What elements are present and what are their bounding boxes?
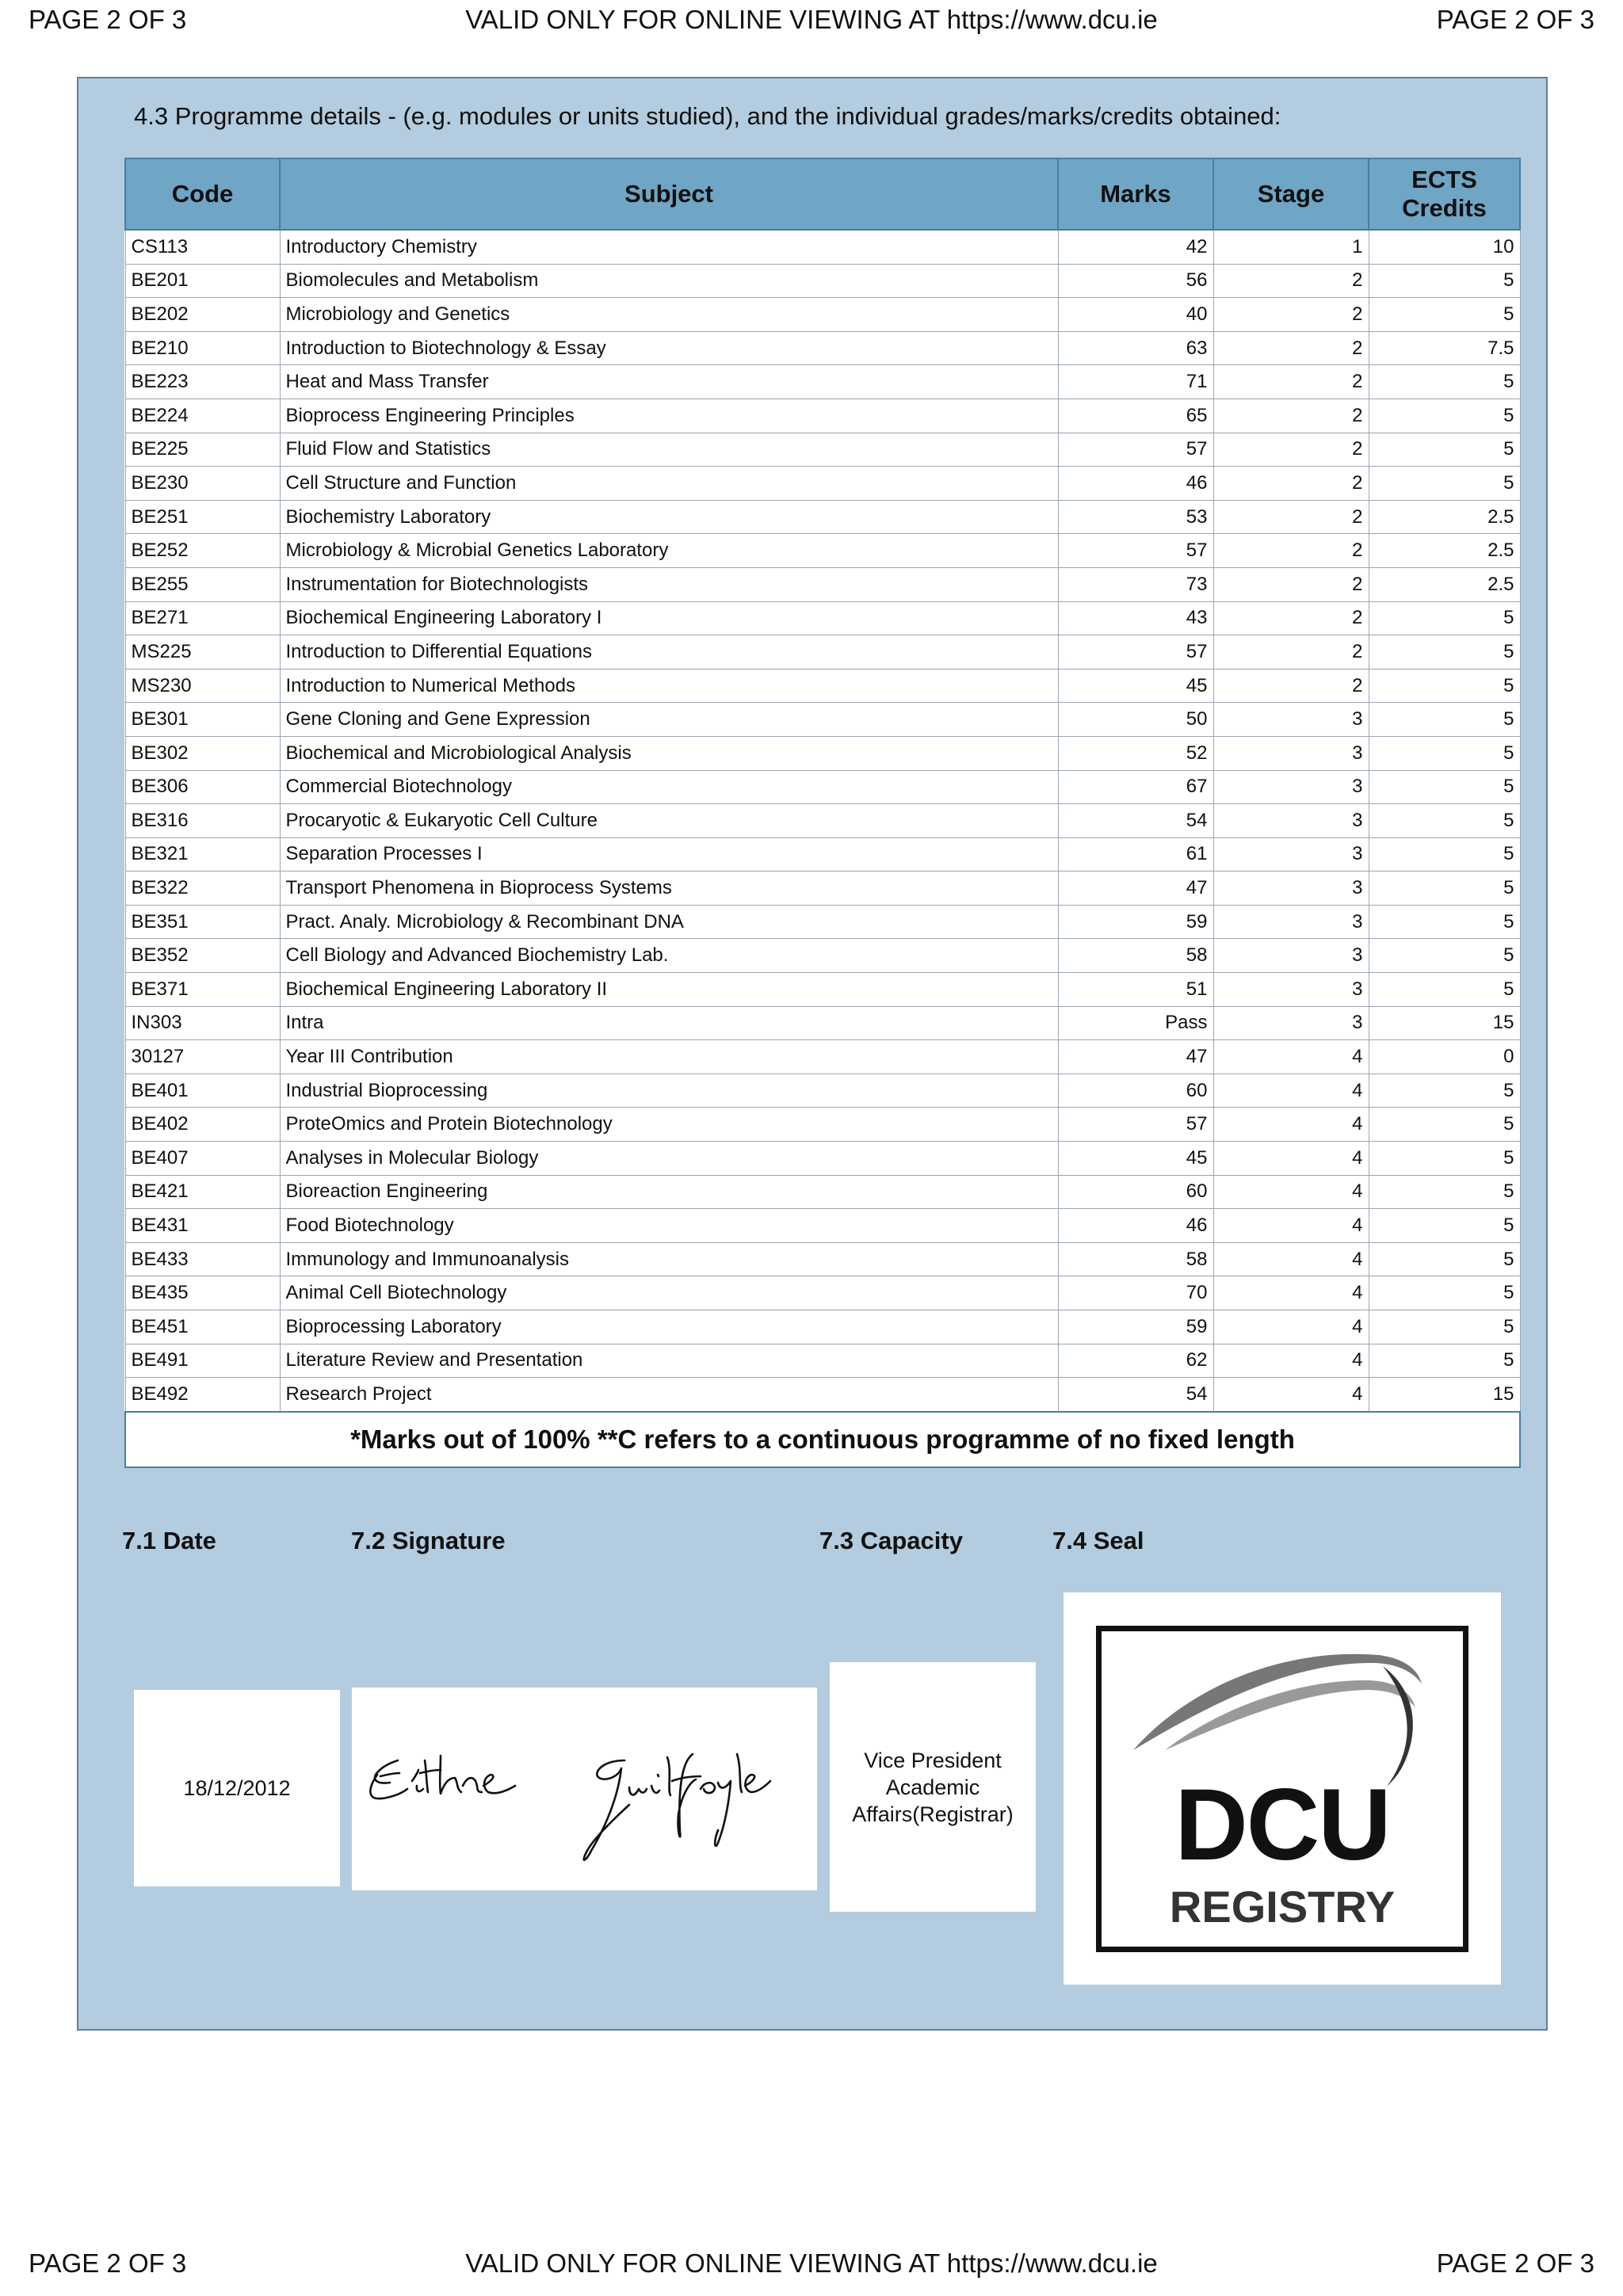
cell-stage: 2 [1213, 635, 1369, 669]
cell-credits: 5 [1369, 635, 1520, 669]
cell-code: BE352 [125, 939, 280, 973]
cell-subject: Analyses in Molecular Biology [280, 1142, 1058, 1176]
cell-code: BE433 [125, 1242, 280, 1276]
cell-stage: 4 [1213, 1175, 1369, 1209]
cell-stage: 3 [1213, 973, 1369, 1007]
cell-credits: 5 [1369, 871, 1520, 906]
cell-code: BE306 [125, 770, 280, 804]
cell-stage: 2 [1213, 534, 1369, 568]
cell-subject: Separation Processes I [280, 837, 1058, 871]
cell-marks: 60 [1058, 1175, 1213, 1209]
cell-credits: 5 [1369, 1344, 1520, 1378]
cell-credits: 5 [1369, 1175, 1520, 1209]
column-header-credits [1369, 158, 1520, 230]
date-box [134, 1690, 340, 1886]
cell-marks: 54 [1058, 1378, 1213, 1412]
cell-credits: 5 [1369, 467, 1520, 501]
cell-subject: Food Biotechnology [280, 1209, 1058, 1243]
cell-marks: Pass [1058, 1006, 1213, 1040]
cell-subject: Introduction to Differential Equations [280, 635, 1058, 669]
cell-code: BE407 [125, 1142, 280, 1176]
cell-credits: 5 [1369, 1074, 1520, 1108]
cell-subject: Heat and Mass Transfer [280, 365, 1058, 399]
table-row [125, 1209, 1520, 1243]
cell-credits: 5 [1369, 736, 1520, 770]
cell-subject: Gene Cloning and Gene Expression [280, 703, 1058, 737]
cell-marks: 42 [1058, 230, 1213, 264]
cell-marks: 58 [1058, 939, 1213, 973]
cell-credits: 5 [1369, 703, 1520, 737]
table-row [125, 1276, 1520, 1310]
cell-credits: 2.5 [1369, 500, 1520, 534]
cell-code: BE402 [125, 1108, 280, 1142]
cell-credits: 5 [1369, 973, 1520, 1007]
header-validity-notice: VALID ONLY FOR ONLINE VIEWING AT https://www.dcu.ie [465, 5, 1158, 34]
cell-stage: 2 [1213, 601, 1369, 635]
cell-credits: 5 [1369, 264, 1520, 298]
table-row [125, 230, 1520, 264]
table-row [125, 1378, 1520, 1412]
cell-code: IN303 [125, 1006, 280, 1040]
cell-marks: 67 [1058, 770, 1213, 804]
cell-marks: 47 [1058, 1040, 1213, 1074]
grades-table-body [125, 230, 1520, 1412]
cell-stage: 2 [1213, 399, 1369, 433]
cell-marks: 53 [1058, 500, 1213, 534]
table-row [125, 331, 1520, 365]
cell-stage: 2 [1213, 365, 1369, 399]
cell-stage: 3 [1213, 770, 1369, 804]
section-title: 4.3 Programme details - (e.g. modules or units studied), and the individual grades/marks/credits obtained: [134, 102, 1281, 130]
cell-marks: 65 [1058, 399, 1213, 433]
cell-subject: Industrial Bioprocessing [280, 1074, 1058, 1108]
capacity-value: Vice President Academic Affairs(Registrar) [852, 1748, 1014, 1826]
cell-marks: 51 [1058, 973, 1213, 1007]
cell-code: BE421 [125, 1175, 280, 1209]
cell-marks: 45 [1058, 669, 1213, 703]
column-header-stage: Stage [1213, 158, 1369, 230]
cell-credits: 5 [1369, 1310, 1520, 1344]
cell-marks: 43 [1058, 601, 1213, 635]
cell-marks: 52 [1058, 736, 1213, 770]
cell-stage: 4 [1213, 1142, 1369, 1176]
cell-code: BE223 [125, 365, 280, 399]
cell-marks: 45 [1058, 1142, 1213, 1176]
cell-subject: Introduction to Biotechnology & Essay [280, 331, 1058, 365]
cell-credits: 5 [1369, 837, 1520, 871]
cell-credits: 5 [1369, 365, 1520, 399]
table-row [125, 500, 1520, 534]
date-value: 18/12/2012 [183, 1775, 291, 1800]
cell-subject: Year III Contribution [280, 1040, 1058, 1074]
cell-credits: 5 [1369, 399, 1520, 433]
cell-marks: 54 [1058, 804, 1213, 838]
table-row [125, 1344, 1520, 1378]
table-row [125, 1242, 1520, 1276]
cell-stage: 2 [1213, 567, 1369, 601]
credits-header-line1: ECTS [1411, 166, 1477, 193]
footer-validity-notice: VALID ONLY FOR ONLINE VIEWING AT https://www.dcu.ie [465, 2248, 1158, 2278]
cell-subject: Intra [280, 1006, 1058, 1040]
signature-graphic [352, 1688, 817, 1890]
cell-subject: Pract. Analy. Microbiology & Recombinant DNA [280, 905, 1058, 939]
cell-code: BE371 [125, 973, 280, 1007]
seal-label: 7.4 Seal [1052, 1527, 1144, 1554]
cell-code: BE271 [125, 601, 280, 635]
cell-code: BE251 [125, 500, 280, 534]
cell-code: BE351 [125, 905, 280, 939]
table-row [125, 1175, 1520, 1209]
cell-marks: 73 [1058, 567, 1213, 601]
cell-stage: 4 [1213, 1040, 1369, 1074]
cell-credits: 2.5 [1369, 567, 1520, 601]
cell-code: BE301 [125, 703, 280, 737]
cell-marks: 61 [1058, 837, 1213, 871]
cell-code: 30127 [125, 1040, 280, 1074]
cell-credits: 5 [1369, 939, 1520, 973]
cell-credits: 5 [1369, 770, 1520, 804]
table-row [125, 804, 1520, 838]
cell-marks: 70 [1058, 1276, 1213, 1310]
cell-subject: Microbiology and Genetics [280, 298, 1058, 332]
cell-marks: 46 [1058, 1209, 1213, 1243]
cell-code: BE451 [125, 1310, 280, 1344]
cell-credits: 5 [1369, 1108, 1520, 1142]
table-row [125, 534, 1520, 568]
cell-subject: Introduction to Numerical Methods [280, 669, 1058, 703]
cell-marks: 57 [1058, 635, 1213, 669]
table-row [125, 1040, 1520, 1074]
cell-subject: Instrumentation for Biotechnologists [280, 567, 1058, 601]
cell-marks: 71 [1058, 365, 1213, 399]
cell-code: BE492 [125, 1378, 280, 1412]
cell-subject: Bioreaction Engineering [280, 1175, 1058, 1209]
table-row [125, 567, 1520, 601]
cell-subject: Biochemistry Laboratory [280, 500, 1058, 534]
cell-stage: 4 [1213, 1209, 1369, 1243]
cell-code: BE316 [125, 804, 280, 838]
cell-marks: 50 [1058, 703, 1213, 737]
cell-credits: 5 [1369, 804, 1520, 838]
cell-credits: 0 [1369, 1040, 1520, 1074]
header-page-number-right: PAGE 2 OF 3 [1436, 5, 1594, 34]
page-header [0, 0, 1623, 40]
cell-credits: 5 [1369, 905, 1520, 939]
grades-table [124, 158, 1521, 1468]
table-row [125, 601, 1520, 635]
date-label: 7.1 Date [122, 1527, 216, 1554]
cell-credits: 7.5 [1369, 331, 1520, 365]
cell-marks: 58 [1058, 1242, 1213, 1276]
table-row [125, 939, 1520, 973]
cell-stage: 2 [1213, 467, 1369, 501]
cell-stage: 2 [1213, 264, 1369, 298]
table-row [125, 736, 1520, 770]
cell-code: BE230 [125, 467, 280, 501]
cell-code: BE321 [125, 837, 280, 871]
table-row [125, 399, 1520, 433]
table-row [125, 433, 1520, 467]
cell-stage: 3 [1213, 804, 1369, 838]
cell-code: BE252 [125, 534, 280, 568]
table-row [125, 467, 1520, 501]
cell-stage: 2 [1213, 669, 1369, 703]
cell-marks: 47 [1058, 871, 1213, 906]
cell-subject: Biomolecules and Metabolism [280, 264, 1058, 298]
capacity-box [830, 1662, 1036, 1912]
cell-subject: Bioprocess Engineering Principles [280, 399, 1058, 433]
cell-code: MS230 [125, 669, 280, 703]
table-row [125, 264, 1520, 298]
cell-subject: Biochemical and Microbiological Analysis [280, 736, 1058, 770]
cell-code: BE225 [125, 433, 280, 467]
cell-marks: 63 [1058, 331, 1213, 365]
signature-box [352, 1688, 817, 1890]
cell-credits: 5 [1369, 298, 1520, 332]
cell-stage: 3 [1213, 703, 1369, 737]
cell-stage: 3 [1213, 905, 1369, 939]
cell-subject: Fluid Flow and Statistics [280, 433, 1058, 467]
cell-marks: 57 [1058, 534, 1213, 568]
cell-subject: Microbiology & Microbial Genetics Laboratory [280, 534, 1058, 568]
cell-credits: 5 [1369, 601, 1520, 635]
seal-subtitle-text: REGISTRY [1169, 1881, 1396, 1932]
grades-table-header [125, 158, 1520, 230]
table-row [125, 703, 1520, 737]
cell-marks: 59 [1058, 1310, 1213, 1344]
table-row [125, 1108, 1520, 1142]
cell-code: CS113 [125, 230, 280, 264]
cell-subject: Introductory Chemistry [280, 230, 1058, 264]
cell-subject: Procaryotic & Eukaryotic Cell Culture [280, 804, 1058, 838]
cell-stage: 2 [1213, 500, 1369, 534]
cell-credits: 5 [1369, 433, 1520, 467]
signature-label: 7.2 Signature [351, 1527, 506, 1554]
table-row [125, 669, 1520, 703]
table-row [125, 837, 1520, 871]
dcu-registry-seal [1096, 1626, 1468, 1952]
seal-swoosh-icon [1102, 1631, 1463, 1790]
credits-header-line2: Credits [1402, 194, 1487, 222]
capacity-label: 7.3 Capacity [819, 1527, 963, 1554]
cell-code: BE491 [125, 1344, 280, 1378]
cell-credits: 2.5 [1369, 534, 1520, 568]
cell-stage: 4 [1213, 1242, 1369, 1276]
table-footnote: *Marks out of 100% **C refers to a continuous programme of no fixed length [125, 1412, 1520, 1467]
cell-marks: 56 [1058, 264, 1213, 298]
cell-marks: 57 [1058, 433, 1213, 467]
cell-code: BE210 [125, 331, 280, 365]
cell-credits: 15 [1369, 1378, 1520, 1412]
cell-code: BE401 [125, 1074, 280, 1108]
cell-stage: 4 [1213, 1378, 1369, 1412]
seal-box [1064, 1592, 1501, 1985]
cell-code: BE255 [125, 567, 280, 601]
table-row [125, 635, 1520, 669]
footer-page-number: PAGE 2 OF 3 [29, 2248, 187, 2278]
seal-brand-text: DCU [1174, 1768, 1390, 1882]
cell-code: BE202 [125, 298, 280, 332]
cell-stage: 4 [1213, 1074, 1369, 1108]
header-page-number: PAGE 2 OF 3 [29, 5, 187, 34]
cell-code: BE201 [125, 264, 280, 298]
cell-stage: 4 [1213, 1276, 1369, 1310]
cell-marks: 60 [1058, 1074, 1213, 1108]
cell-subject: Commercial Biotechnology [280, 770, 1058, 804]
programme-details-panel [77, 77, 1548, 2031]
table-row [125, 1006, 1520, 1040]
page-footer [0, 2244, 1623, 2283]
cell-marks: 46 [1058, 467, 1213, 501]
cell-subject: Animal Cell Biotechnology [280, 1276, 1058, 1310]
cell-code: BE302 [125, 736, 280, 770]
cell-code: BE224 [125, 399, 280, 433]
column-header-code: Code [125, 158, 280, 230]
cell-credits: 5 [1369, 1242, 1520, 1276]
cell-code: BE431 [125, 1209, 280, 1243]
footer-page-number-right: PAGE 2 OF 3 [1436, 2248, 1594, 2278]
cell-stage: 3 [1213, 736, 1369, 770]
cell-credits: 15 [1369, 1006, 1520, 1040]
cell-code: BE322 [125, 871, 280, 906]
cell-subject: Bioprocessing Laboratory [280, 1310, 1058, 1344]
cell-stage: 4 [1213, 1108, 1369, 1142]
column-header-subject: Subject [280, 158, 1058, 230]
cell-stage: 3 [1213, 837, 1369, 871]
cell-stage: 4 [1213, 1310, 1369, 1344]
table-row [125, 973, 1520, 1007]
cell-stage: 2 [1213, 433, 1369, 467]
table-row [125, 905, 1520, 939]
cell-stage: 2 [1213, 298, 1369, 332]
cell-stage: 4 [1213, 1344, 1369, 1378]
cell-subject: Immunology and Immunoanalysis [280, 1242, 1058, 1276]
table-row [125, 365, 1520, 399]
table-footnote-row [125, 1412, 1520, 1467]
table-row [125, 770, 1520, 804]
cell-subject: Transport Phenomena in Bioprocess Systems [280, 871, 1058, 906]
cell-subject: Literature Review and Presentation [280, 1344, 1058, 1378]
table-row [125, 1142, 1520, 1176]
cell-marks: 57 [1058, 1108, 1213, 1142]
table-row [125, 871, 1520, 906]
cell-code: MS225 [125, 635, 280, 669]
table-row [125, 1074, 1520, 1108]
cell-code: BE435 [125, 1276, 280, 1310]
cell-marks: 59 [1058, 905, 1213, 939]
cell-stage: 1 [1213, 230, 1369, 264]
cell-credits: 5 [1369, 1276, 1520, 1310]
table-row [125, 1310, 1520, 1344]
column-header-marks: Marks [1058, 158, 1213, 230]
cell-stage: 3 [1213, 871, 1369, 906]
cell-credits: 10 [1369, 230, 1520, 264]
cell-subject: Cell Biology and Advanced Biochemistry Lab. [280, 939, 1058, 973]
cell-credits: 5 [1369, 669, 1520, 703]
cell-marks: 62 [1058, 1344, 1213, 1378]
cell-credits: 5 [1369, 1209, 1520, 1243]
table-row [125, 298, 1520, 332]
cell-stage: 2 [1213, 331, 1369, 365]
cell-subject: Biochemical Engineering Laboratory II [280, 973, 1058, 1007]
cell-subject: Cell Structure and Function [280, 467, 1058, 501]
cell-subject: Biochemical Engineering Laboratory I [280, 601, 1058, 635]
cell-stage: 3 [1213, 1006, 1369, 1040]
cell-subject: Research Project [280, 1378, 1058, 1412]
cell-marks: 40 [1058, 298, 1213, 332]
cell-credits: 5 [1369, 1142, 1520, 1176]
cell-subject: ProteOmics and Protein Biotechnology [280, 1108, 1058, 1142]
cell-stage: 3 [1213, 939, 1369, 973]
